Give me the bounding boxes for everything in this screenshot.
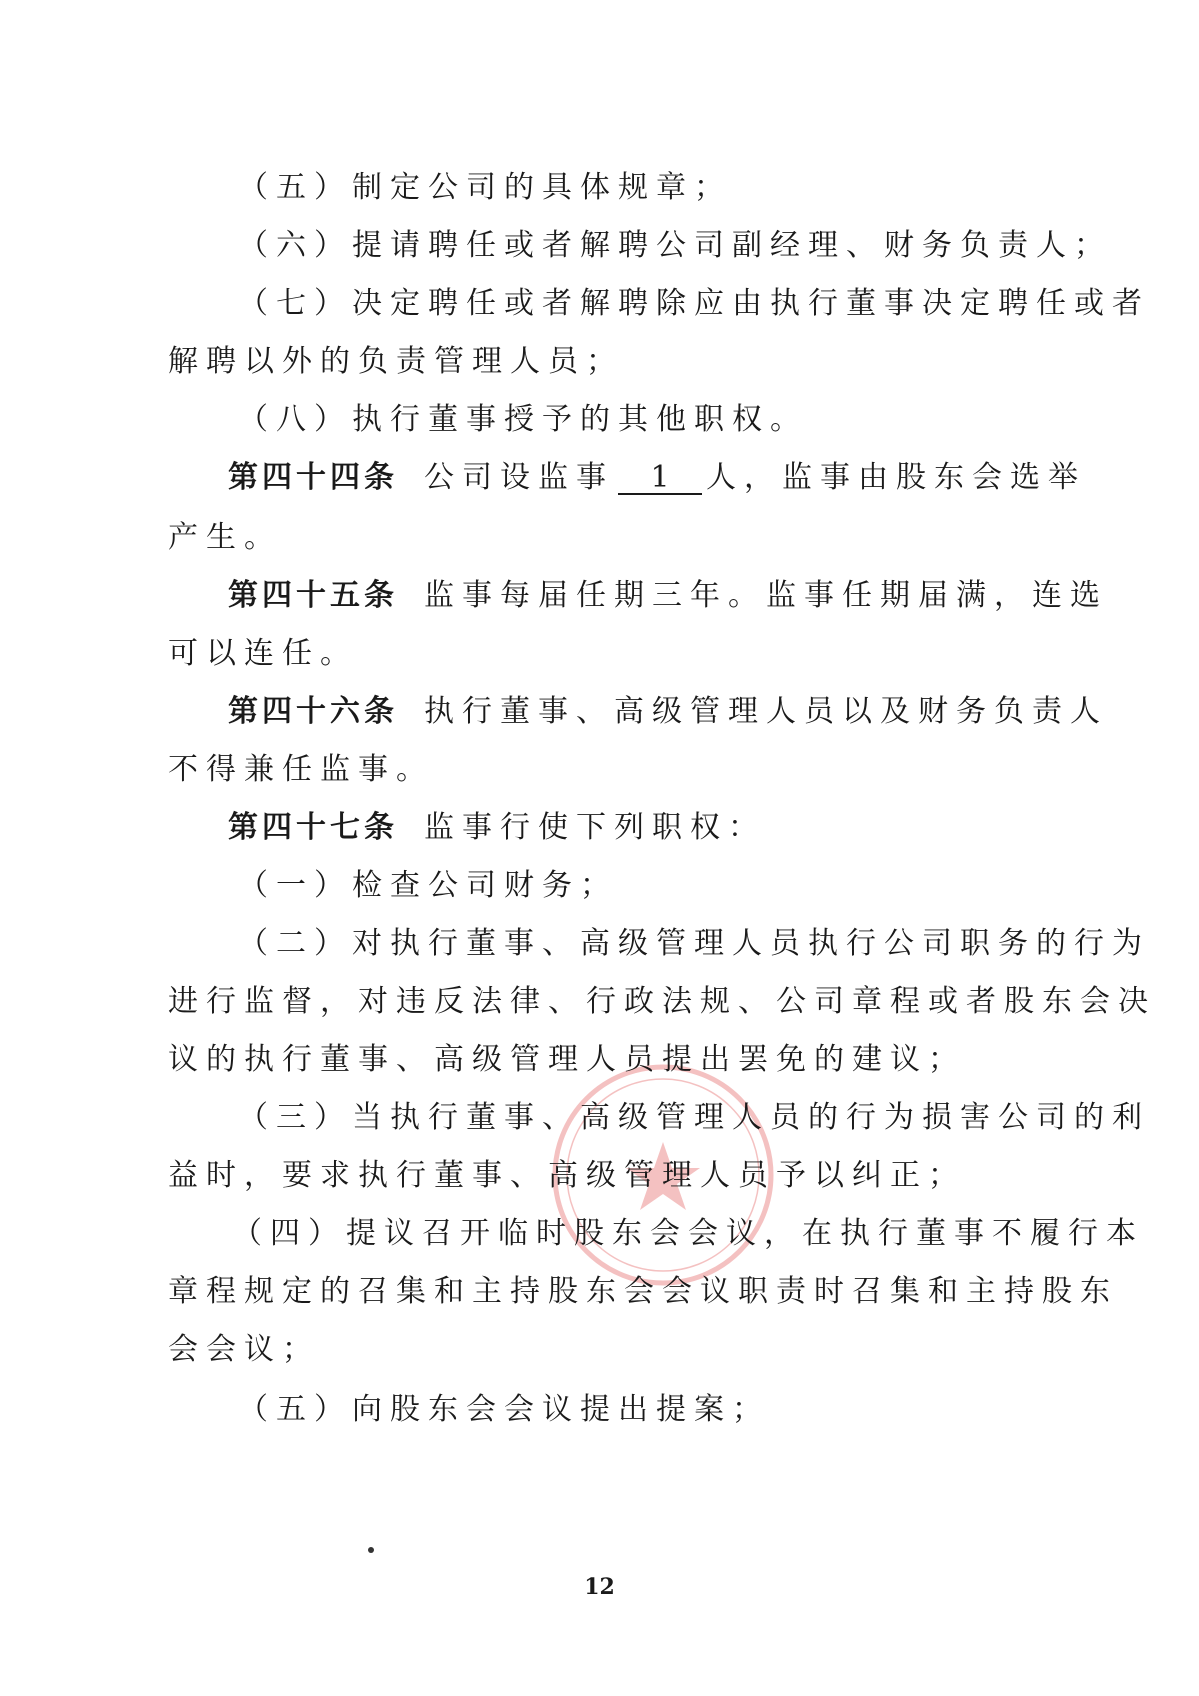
article-44-text-before: 公司设监事	[424, 460, 614, 495]
article-45-text: 监事每届任期三年。监事任期届满，连选	[424, 578, 1108, 613]
article-46-label: 第四十六条	[228, 694, 398, 729]
article-44-text-after: 人，监事由股东会选举	[706, 460, 1086, 495]
item-eight-other: （八）执行董事授予的其他职权。	[238, 402, 808, 437]
supervisor-item-four-cont-1: 章程规定的召集和主持股东会会议职责时召集和主持股东	[168, 1274, 1118, 1309]
article-47-text: 监事行使下列职权：	[424, 810, 766, 845]
supervisor-item-three-cont: 益时，要求执行董事、高级管理人员予以纠正；	[168, 1158, 966, 1193]
supervisor-item-four-cont-2: 会会议；	[168, 1332, 320, 1367]
article-44-label: 第四十四条	[228, 460, 398, 495]
item-seven-continuation: 解聘以外的负责管理人员；	[168, 344, 624, 379]
supervisor-item-three: （三）当执行董事、高级管理人员的行为损害公司的利	[238, 1100, 1150, 1135]
article-45	[228, 576, 1108, 616]
article-46-text: 执行董事、高级管理人员以及财务负责人	[424, 694, 1108, 729]
supervisor-item-two: （二）对执行董事、高级管理人员执行公司职务的行为	[238, 926, 1150, 961]
article-47	[228, 808, 766, 848]
article-45-continuation: 可以连任。	[168, 636, 358, 671]
item-seven-decide: （七）决定聘任或者解聘除应由执行董事决定聘任或者	[238, 286, 1150, 321]
article-46	[228, 692, 1108, 732]
scan-speck	[368, 1547, 374, 1553]
supervisor-item-one: （一）检查公司财务；	[238, 868, 618, 903]
article-44-continuation: 产生。	[168, 520, 282, 555]
article-47-label: 第四十七条	[228, 810, 398, 845]
article-46-continuation: 不得兼任监事。	[168, 752, 434, 787]
supervisor-item-two-cont-2: 议的执行董事、高级管理人员提出罢免的建议；	[168, 1042, 966, 1077]
item-five-regulations: （五）制定公司的具体规章；	[238, 170, 732, 205]
supervisor-item-four: （四）提议召开临时股东会会议，在执行董事不履行本	[232, 1216, 1144, 1251]
supervisor-count: 1	[618, 463, 702, 495]
supervisor-item-two-cont-1: 进行监督，对违反法律、行政法规、公司章程或者股东会决	[168, 984, 1156, 1019]
page-number: 12	[584, 1574, 615, 1600]
article-44	[228, 458, 1086, 498]
item-six-appoint: （六）提请聘任或者解聘公司副经理、财务负责人；	[238, 228, 1112, 263]
supervisor-item-five: （五）向股东会会议提出提案；	[238, 1392, 770, 1427]
article-45-label: 第四十五条	[228, 578, 398, 613]
